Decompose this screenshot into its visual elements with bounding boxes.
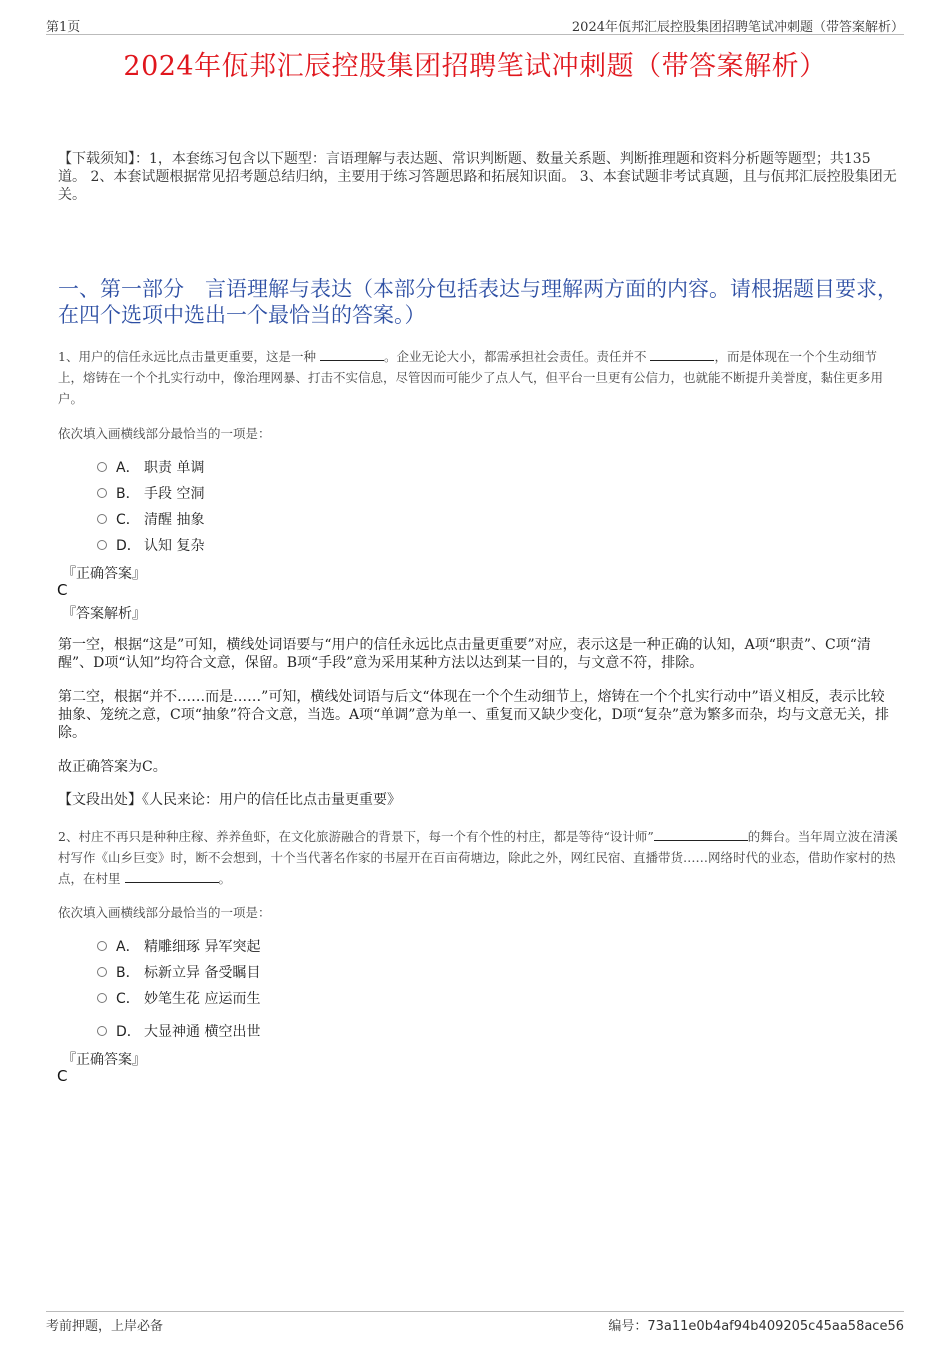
radio-icon[interactable] [97, 967, 107, 977]
q2-option-d[interactable]: D． 大显神通 横空出世 [97, 1021, 260, 1041]
q1-analysis-label: 『答案解析』 [62, 606, 146, 622]
q1-option-d[interactable]: D． 认知 复杂 [97, 535, 204, 555]
document-title: 2024年佤邦汇辰控股集团招聘笔试冲刺题（带答案解析） [123, 51, 827, 82]
q1-analysis-paragraph: 第一空，根据“这是”可知，横线处词语要与“用户的信任永远比点击量更重要”对应，表示这是一种正确的认知，A项“职责”、C项“清醒”、D项“认知”均符合文意，保留。B项“手段”意为采用某种方法以达到某一目的，与文意不符，排除。 [58, 637, 871, 671]
q2-option-c[interactable]: C． 妙笔生花 应运而生 [97, 988, 260, 1008]
q1-answer-label: 『正确答案』 [62, 566, 146, 582]
q2-option-b[interactable]: B． 标新立异 备受瞩目 [97, 962, 260, 982]
q1-source: 【文段出处】《人民来论：用户的信任比点击量更重要》 [58, 792, 401, 808]
q2-answer-label: 『正确答案』 [62, 1052, 146, 1068]
download-notice: 【下载须知】：1，本套练习包含以下题型：言语理解与表达题、常识判断题、数量关系题、判断推理题和资料分析题等题型；共135道。 2、本套试题根据常见招考题总结归纳，主要用于练习答题思路和拓展知识面。 3、本套试题非考试真题，且与佤邦汇辰控股集团无关。 [58, 151, 897, 203]
question-1-prompt: 依次填入画横线部分最恰当的一项是： [58, 426, 271, 441]
radio-icon[interactable] [97, 462, 107, 472]
q1-option-c[interactable]: C． 清醒 抽象 [97, 509, 204, 529]
radio-icon[interactable] [97, 540, 107, 550]
blank-line [125, 870, 219, 883]
footer-slogan: 考前押题，上岸必备 [46, 1319, 164, 1334]
q1-analysis-conclusion: 故正确答案为C。 [58, 759, 167, 775]
blank-line [654, 828, 748, 841]
blank-line [320, 348, 384, 361]
q2-option-a[interactable]: A． 精雕细琢 异军突起 [97, 936, 260, 956]
q1-answer: C [57, 581, 68, 599]
q1-option-b[interactable]: B． 手段 空洞 [97, 483, 204, 503]
page-header [46, 14, 904, 35]
header-doc-title: 2024年佤邦汇辰控股集团招聘笔试冲刺题（带答案解析） [571, 20, 904, 35]
radio-icon[interactable] [97, 488, 107, 498]
q2-answer: C [57, 1067, 68, 1085]
q1-analysis-paragraph: 第二空，根据“并不……而是……”可知，横线处词语与后文“体现在一个个生动细节上，熔铸在一个个扎实行动中”语义相反，表示比较抽象、笼统之意，C项“抽象”符合文意，当选。A项“单调”意为单一、重复而又缺少变化，D项“复杂”意为繁多而杂，均与文意无关，排除。 [58, 689, 889, 741]
section-heading: 一、第一部分 言语理解与表达（本部分包括表达与理解两方面的内容。请根据题目要求，在四个选项中选出一个最恰当的答案。） [58, 277, 898, 327]
page-number: 第1页 [46, 20, 81, 35]
footer-code: 编号：73a11e0b4af94b409205c45aa58ace56 [608, 1319, 904, 1334]
radio-icon[interactable] [97, 1026, 107, 1036]
question-2-text: 2、村庄不再只是种种庄稼、养养鱼虾，在文化旅游融合的背景下，每一个有个性的村庄，都是等待“设计师” 的舞台。当年周立波在清溪村写作《山乡巨变》时，断不会想到，十个当代著名作家的书屋开在百亩荷塘边，除此之外，网红民宿、直播带货……网络时代的业态，借助作家村的热点，在村里 。 [58, 829, 898, 886]
radio-icon[interactable] [97, 941, 107, 951]
radio-icon[interactable] [97, 993, 107, 1003]
radio-icon[interactable] [97, 514, 107, 524]
page-footer [46, 1311, 904, 1332]
blank-line [650, 348, 714, 361]
q1-option-a[interactable]: A． 职责 单调 [97, 457, 204, 477]
question-1-text: 1、用户的信任永远比点击量更重要，这是一种 。企业无论大小，都需承担社会责任。责任并不 ，而是体现在一个个生动细节上，熔铸在一个个扎实行动中，像治理网暴、打击不实信息，尽管因而可能少了点人气，但平台一旦更有公信力，也就能不断提升美誉度，黏住更多用户。 [58, 349, 884, 406]
question-2-prompt: 依次填入画横线部分最恰当的一项是： [58, 905, 271, 920]
